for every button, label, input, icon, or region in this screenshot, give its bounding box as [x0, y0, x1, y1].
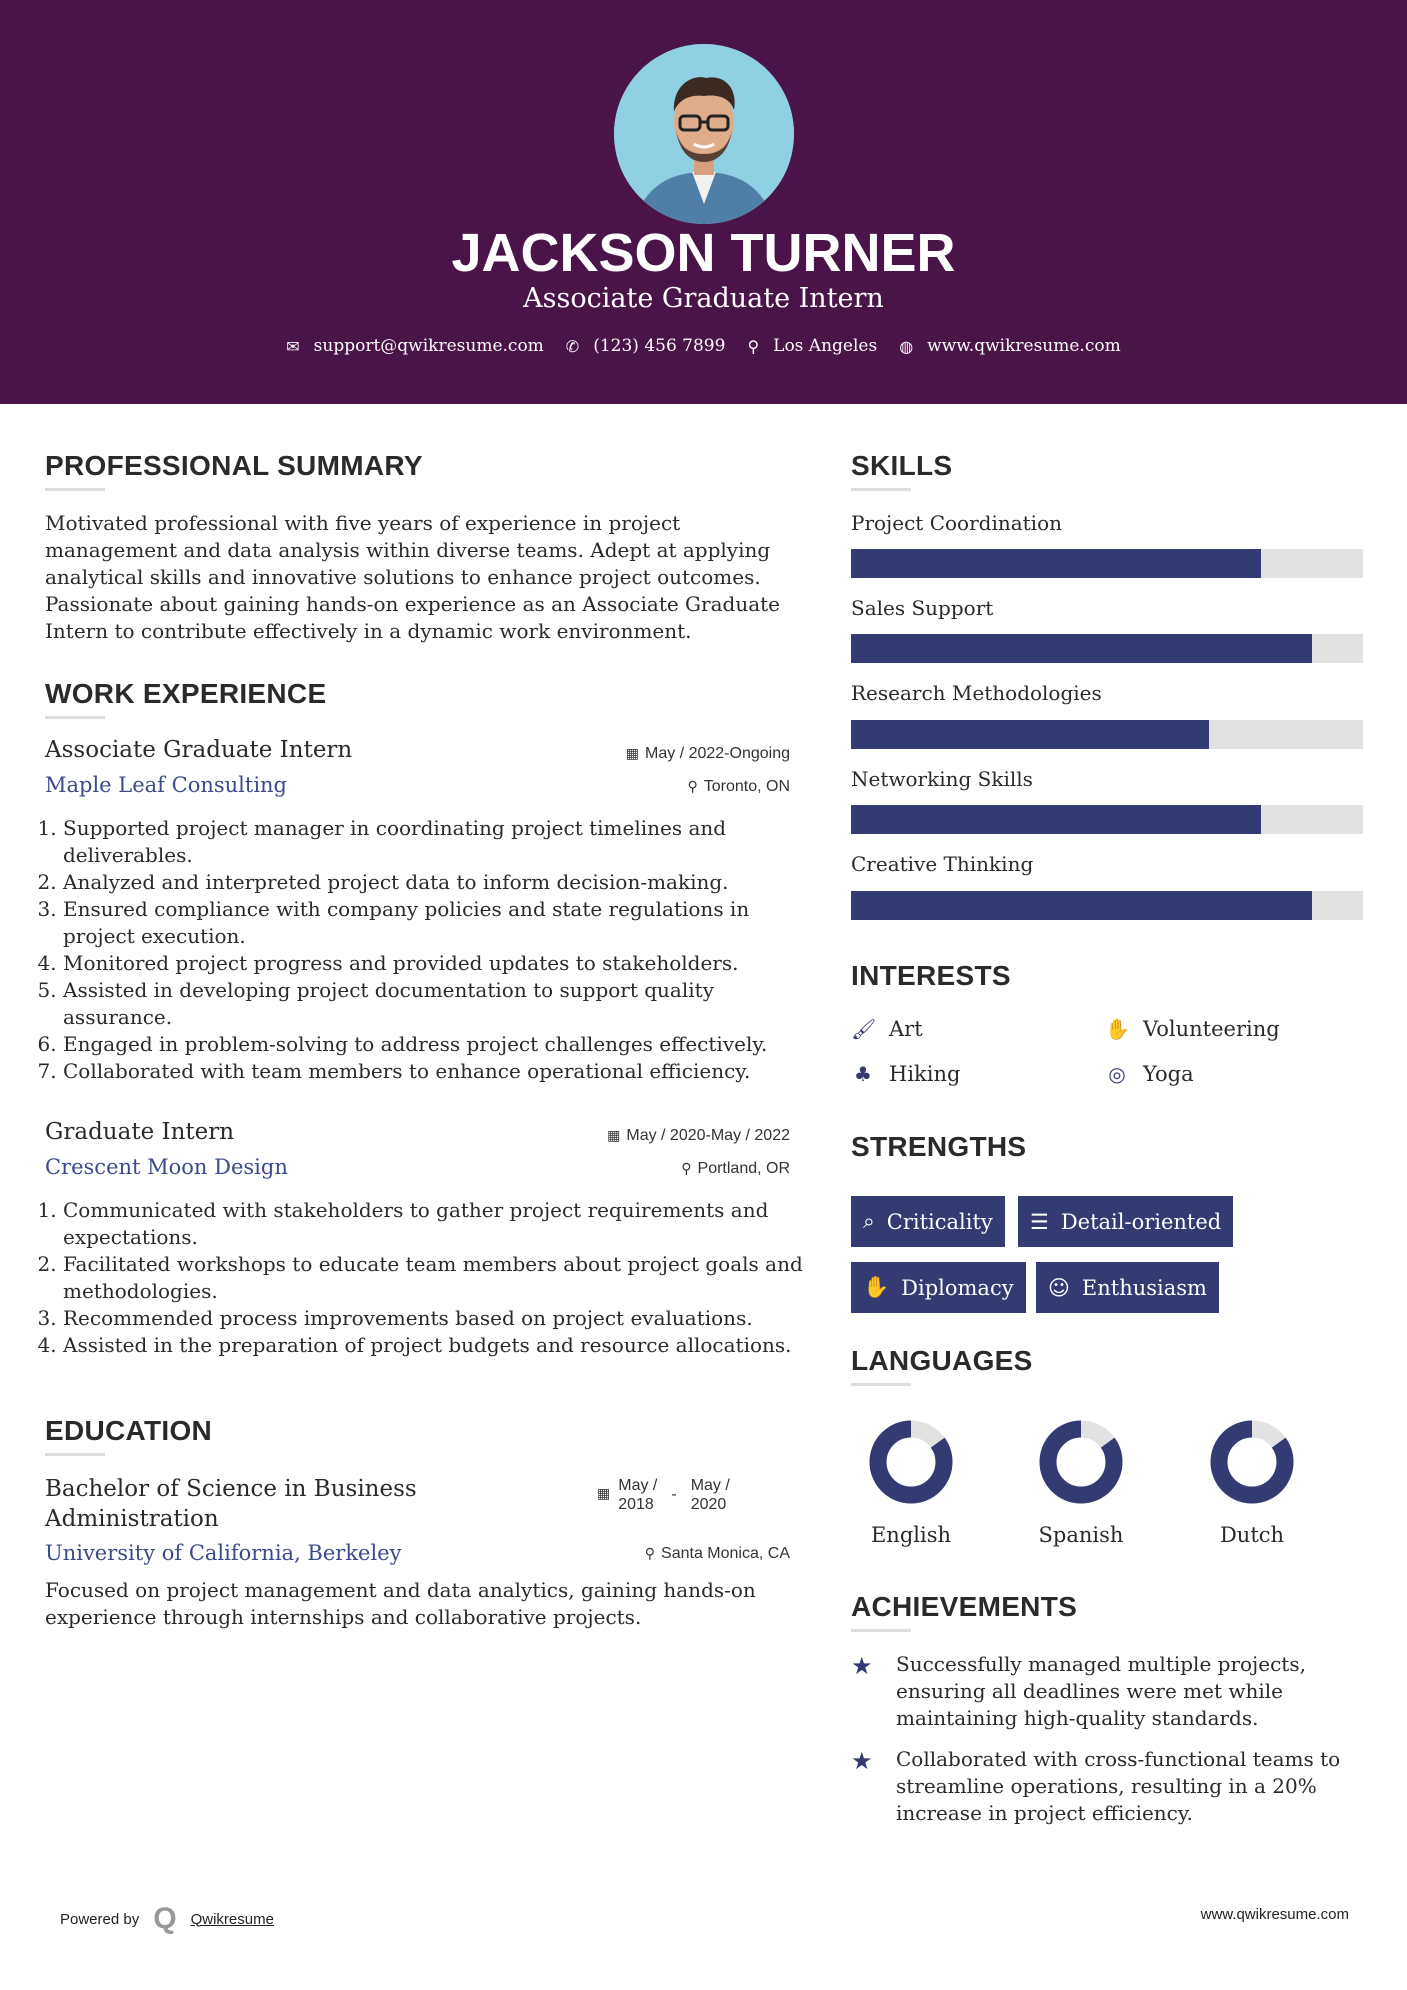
shooting-star-icon: ★ — [851, 1652, 873, 1680]
qwikresume-logo-icon: Q — [153, 1902, 177, 1935]
list-item: 4. Monitored project progress and provided updates to stakeholders. — [63, 950, 805, 977]
contact-email[interactable] — [286, 336, 544, 356]
interest-item — [1105, 1062, 1194, 1086]
language-donut — [1208, 1418, 1296, 1506]
handshake-icon: ✋ — [863, 1275, 890, 1299]
edu-end — [691, 1476, 730, 1514]
skill-bar-fill — [851, 891, 1312, 920]
footer-website[interactable]: www.qwikresume.com — [1200, 1906, 1349, 1923]
candidate-role: Associate Graduate Intern — [523, 283, 884, 314]
interest-label: Hiking — [889, 1062, 961, 1086]
edu-end-month: May / — [690, 1477, 730, 1494]
skill-label: Research Methodologies — [851, 681, 1102, 705]
strength-label: Enthusiasm — [1081, 1275, 1207, 1300]
job-company: Crescent Moon Design — [45, 1155, 288, 1179]
list-item: 2. Analyzed and interpreted project data to inform decision-making. — [63, 869, 805, 896]
skill-bar-fill — [851, 805, 1261, 834]
strength-label: Diplomacy — [901, 1275, 1014, 1300]
pushpin-icon: ⚲ — [687, 779, 698, 795]
language-donut — [1037, 1418, 1125, 1506]
skill-bar — [851, 805, 1363, 834]
interests-heading: INTERESTS — [851, 960, 1011, 991]
education-underline — [45, 1453, 105, 1456]
contact-bar — [0, 336, 1407, 356]
paintbrush-icon: 🖌 — [851, 1017, 877, 1041]
contact-website[interactable] — [899, 336, 1121, 356]
achievements-heading: ACHIEVEMENTS — [851, 1591, 1078, 1622]
achievement-text: Collaborated with cross-functional teams to streamline operations, resulting in a 20% increase in project efficiency. — [896, 1747, 1341, 1825]
job-title: Graduate Intern — [45, 1119, 235, 1145]
calendar-icon: ▦ — [625, 746, 640, 762]
strength-label: Criticality — [886, 1209, 993, 1234]
calendar-icon: ▦ — [607, 1128, 621, 1144]
date-dash: - — [671, 1486, 677, 1503]
strength-chip — [851, 1262, 1026, 1313]
list-item: 4. Assisted in the preparation of project budgets and resource allocations. — [63, 1332, 805, 1359]
skill-label: Sales Support — [851, 596, 994, 620]
strength-chip — [1018, 1196, 1233, 1247]
edu-start — [618, 1476, 657, 1514]
achievement-text: Successfully managed multiple projects, ensuring all deadlines were met while maintaining high-quality standards. — [896, 1652, 1306, 1730]
list-item: 3. Recommended process improvements based on project evaluations. — [63, 1305, 805, 1332]
search-icon: ⌕ — [863, 1209, 875, 1233]
candidate-name: JACKSON TURNER — [451, 223, 956, 283]
edu-end-year: 2020 — [690, 1496, 727, 1513]
interest-item — [851, 1062, 960, 1086]
strengths-heading: STRENGTHS — [851, 1131, 1027, 1162]
language-label: Dutch — [1219, 1523, 1285, 1547]
school-name: University of California, Berkeley — [45, 1541, 402, 1565]
skill-bar — [851, 549, 1363, 578]
education-location — [645, 1545, 790, 1563]
languages-underline — [851, 1383, 911, 1386]
interest-label: Volunteering — [1143, 1017, 1280, 1041]
education-dates — [597, 1476, 730, 1514]
list-item: 1. Communicated with stakeholders to gather project requirements and expectations. — [63, 1197, 805, 1251]
skill-label: Creative Thinking — [851, 852, 1034, 876]
skill-bar — [851, 891, 1363, 920]
powered-by-text: Powered by — [60, 1910, 140, 1928]
experience-heading: WORK EXPERIENCE — [45, 678, 327, 709]
tree-icon: ♣ — [854, 1062, 872, 1086]
interest-item — [851, 1017, 923, 1041]
achievements-underline — [851, 1629, 911, 1632]
language-label: Spanish — [1038, 1523, 1124, 1547]
pushpin-icon: ⚲ — [681, 1161, 692, 1177]
handshake-icon: ✋ — [1105, 1017, 1130, 1041]
globe-icon: ◍ — [899, 336, 914, 356]
interest-label: Art — [889, 1017, 923, 1041]
skills-underline — [851, 488, 911, 491]
lifering-icon: ◎ — [1108, 1062, 1126, 1086]
skill-bar-fill — [851, 634, 1312, 663]
profile-photo — [614, 44, 794, 224]
education-location-text: Santa Monica, CA — [661, 1545, 790, 1562]
education-heading: EDUCATION — [45, 1415, 213, 1446]
skills-heading: SKILLS — [851, 450, 953, 481]
list-item: 2. Facilitated workshops to educate team members about project goals and methodologies. — [63, 1251, 805, 1305]
skill-bar-fill — [851, 549, 1261, 578]
job-dates — [607, 1127, 790, 1145]
contact-location — [747, 336, 877, 356]
skill-bar — [851, 720, 1363, 749]
job-bullets — [45, 1197, 805, 1359]
strength-chip — [851, 1196, 1005, 1247]
smile-icon: ☺ — [1048, 1275, 1070, 1300]
job-location — [687, 778, 790, 796]
pushpin-icon: ⚲ — [644, 1546, 656, 1562]
skill-bar — [851, 634, 1363, 663]
experience-underline — [45, 716, 105, 719]
summary-underline — [45, 488, 105, 491]
job-location-text: Toronto, ON — [703, 778, 790, 795]
location-text: Los Angeles — [773, 336, 878, 356]
job-bullets — [45, 815, 805, 1085]
list-item: 1. Supported project manager in coordinating project timelines and deliverables. — [63, 815, 805, 869]
job-dates-text: May / 2020-May / 2022 — [626, 1127, 790, 1144]
list-icon: ☰ — [1030, 1209, 1049, 1234]
interest-label: Yoga — [1143, 1062, 1194, 1086]
website-text: www.qwikresume.com — [927, 336, 1121, 356]
map-pin-icon: ⚲ — [747, 336, 760, 356]
job-location — [681, 1160, 790, 1178]
skill-bar-fill — [851, 720, 1209, 749]
person-avatar-icon — [614, 44, 794, 224]
job-company: Maple Leaf Consulting — [45, 773, 288, 797]
phone-icon: ✆ — [565, 336, 580, 356]
summary-heading: PROFESSIONAL SUMMARY — [45, 450, 423, 481]
footer-powered-by — [60, 1902, 274, 1936]
contact-phone[interactable] — [566, 336, 726, 356]
list-item: 5. Assisted in developing project documentation to support quality assurance. — [63, 977, 805, 1031]
interest-item — [1105, 1017, 1280, 1041]
edu-start-month: May / — [618, 1477, 658, 1494]
language-donut — [867, 1418, 955, 1506]
education-description: Focused on project management and data analytics, gaining hands-on experience through internships and collaborative projects. — [45, 1578, 756, 1629]
envelope-icon: ✉ — [286, 336, 300, 356]
brand-link[interactable]: Qwikresume — [190, 1910, 274, 1928]
languages-heading: LANGUAGES — [851, 1345, 1033, 1376]
edu-start-year: 2018 — [618, 1496, 654, 1513]
strength-chip — [1036, 1262, 1219, 1313]
phone-text: (123) 456 7899 — [593, 336, 726, 356]
degree-title: Bachelor of Science in Business Administration — [45, 1476, 417, 1532]
summary-text: Motivated professional with five years of experience in project management and data analysis within diverse teams. Adept at applying analytical skills and innovative solutions to enhance project outcomes. Passionate about gaining hands-on experience as an Associate Graduate Intern to contribute effectively in a dynamic work environment. — [45, 511, 780, 643]
list-item: 7. Collaborated with team members to enhance operational efficiency. — [63, 1058, 805, 1085]
job-dates-text: May / 2022-Ongoing — [645, 745, 790, 762]
shooting-star-icon: ★ — [851, 1747, 873, 1775]
list-item: 3. Ensured compliance with company policies and state regulations in project execution. — [63, 896, 805, 950]
language-label: English — [870, 1523, 952, 1547]
calendar-icon: ▦ — [597, 1486, 611, 1502]
email-text: support@qwikresume.com — [313, 336, 544, 356]
strength-label: Detail-oriented — [1060, 1209, 1222, 1234]
skill-label: Project Coordination — [851, 511, 1062, 535]
job-title: Associate Graduate Intern — [45, 737, 353, 763]
skill-label: Networking Skills — [851, 767, 1033, 791]
job-location-text: Portland, OR — [697, 1160, 790, 1177]
job-dates — [626, 745, 790, 763]
list-item: 6. Engaged in problem-solving to address project challenges effectively. — [63, 1031, 805, 1058]
header-banner — [0, 0, 1407, 404]
